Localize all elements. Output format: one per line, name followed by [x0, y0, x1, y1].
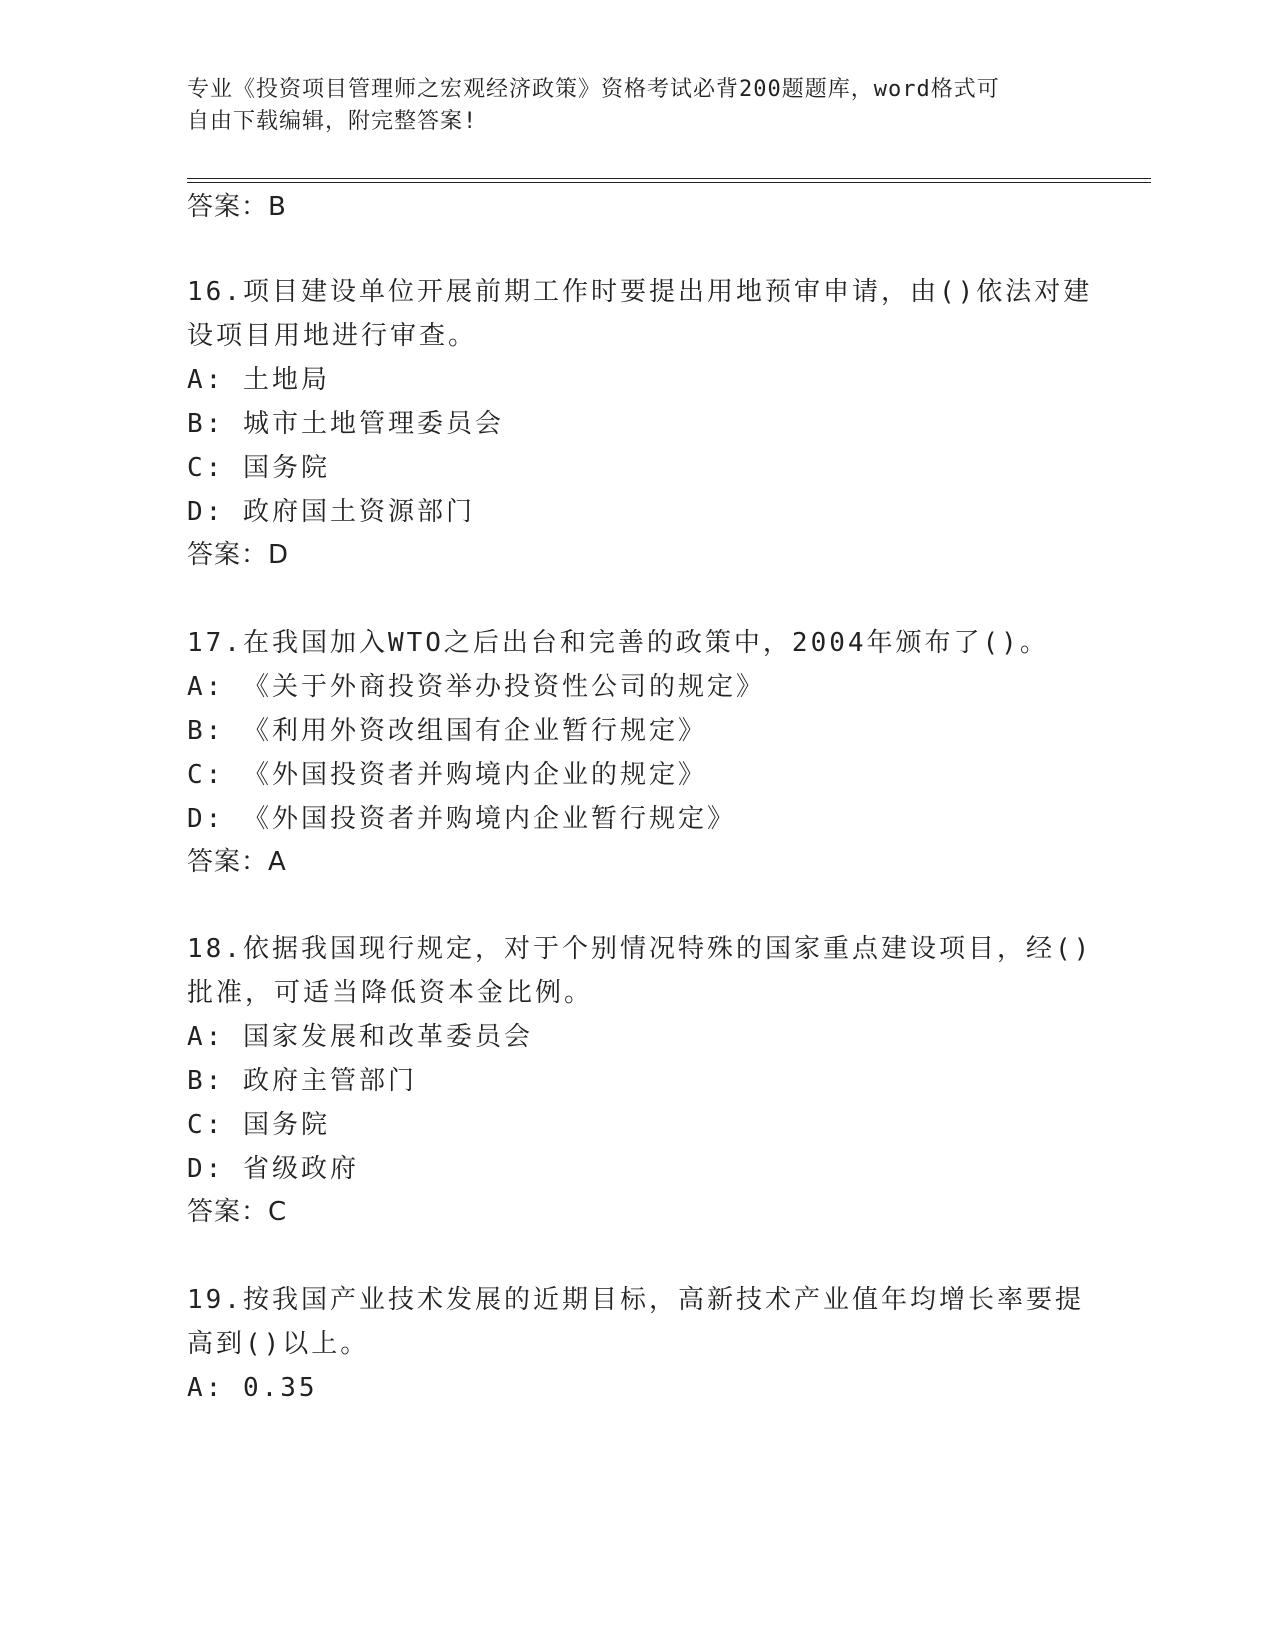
question-17-stem-line-1: 17.在我国加入WTO之后出台和完善的政策中，2004年颁布了()。	[187, 628, 1049, 658]
question-18-stem-line-1: 18.依据我国现行规定，对于个别情况特殊的国家重点建设项目，经()	[187, 934, 1093, 964]
question-16-answer: 答案：D	[187, 540, 290, 570]
header-rule-top	[187, 178, 1151, 179]
question-16-option-c: C: 国务院	[187, 453, 330, 483]
question-17-option-d: D: 《外国投资者并购境内企业暂行规定》	[187, 804, 736, 834]
question-18-option-b: B: 政府主管部门	[187, 1066, 417, 1096]
question-18-option-d: D: 省级政府	[187, 1154, 359, 1184]
page-header	[187, 74, 1087, 138]
question-16-option-b: B: 城市土地管理委员会	[187, 409, 504, 439]
header-line-1: 专业《投资项目管理师之宏观经济政策》资格考试必背200题题库，word格式可	[187, 77, 1000, 102]
question-16-stem-line-2: 设项目用地进行审查。	[187, 321, 478, 351]
question-19-stem-line-2: 高到()以上。	[187, 1329, 370, 1359]
question-17-option-b: B: 《利用外资改组国有企业暂行规定》	[187, 716, 707, 746]
question-16-option-a: A: 土地局	[187, 365, 330, 395]
header-rule-bottom	[187, 182, 1151, 183]
question-19-option-a: A: 0.35	[187, 1373, 318, 1403]
question-17-option-c: C: 《外国投资者并购境内企业的规定》	[187, 760, 707, 790]
question-18-option-c: C: 国务院	[187, 1110, 330, 1140]
answer-prev: 答案：B	[187, 192, 287, 222]
question-18-stem-line-2: 批准，可适当降低资本金比例。	[187, 978, 594, 1008]
question-17-option-a: A: 《关于外商投资举办投资性公司的规定》	[187, 672, 765, 702]
header-line-2: 自由下载编辑，附完整答案!	[187, 109, 478, 134]
question-16-option-d: D: 政府国土资源部门	[187, 497, 475, 527]
question-18-option-a: A: 国家发展和改革委员会	[187, 1022, 533, 1052]
question-19-stem-line-1: 19.按我国产业技术发展的近期目标，高新技术产业值年均增长率要提	[187, 1285, 1084, 1315]
question-17-answer: 答案：A	[187, 847, 287, 877]
question-18-answer: 答案：C	[187, 1197, 288, 1227]
question-16-stem-line-1: 16.项目建设单位开展前期工作时要提出用地预审申请，由()依法对建	[187, 277, 1093, 307]
